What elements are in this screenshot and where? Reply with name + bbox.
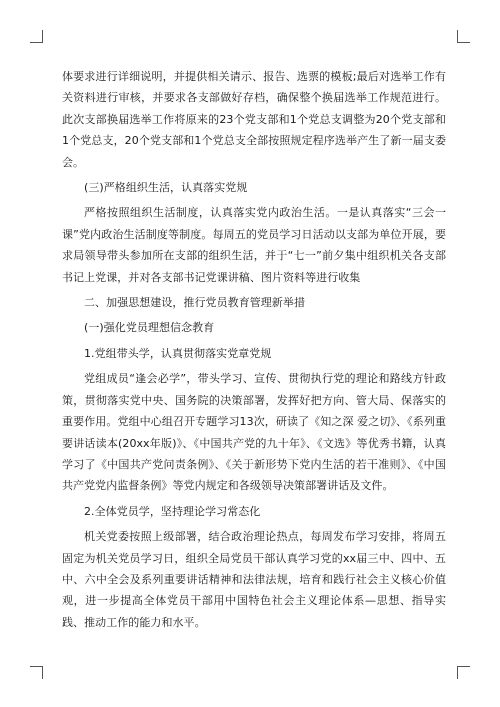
paragraph-organization-life: 严格按照组织生活制度，认真落实党内政治生活。一是认真落实“三会一课”党内政治生活制度等制度。每周五的党员学习日活动以支部为单位开展，要求局领导带头参加所在支部的组织生活，并于“七一”前夕集中组织机关各支部书记上党课，并对各支部书记党课讲稿、图片资料等进行收集 [62,206,446,284]
heading-ideological-building: 二、加强思想建设，推行党员教育管理新举措 [84,296,305,310]
paragraph-election-summary: 体要求进行详细说明，并提供相关请示、报告、选票的模板;最后对选举工作有关资料进行审核，并要求各支部做好存档，确保整个换届选举工作规范进行。此次支部换届选举工作将原来的23个党支部和1个党总支调整为20个党支部和1个党总支，20个党支部和1个党总支全部按照规定程序选举产生了新一届支委会。 [62,70,446,169]
heading-strict-organization-life: (三)严格组织生活，认真落实党规 [84,181,248,195]
crop-mark-bottom-left [30,666,43,679]
crop-mark-bottom-right [457,666,470,679]
paragraph-all-members-study: 机关党委按照上级部署，结合政治理论热点，每周发布学习安排，将周五固定为机关党员学习日，组织全局党员干部认真学习党的xx届三中、四中、五中、六中全会及系列重要讲话精神和法律法规，培育和践行社会主义核心价值观，进一步提高全体党员干部用中国特色社会主义理论体系—思想、指导实践、推动工作的能力和水平。 [62,530,446,629]
heading-all-members-study: 2.全体党员学，坚持理论学习常态化 [84,504,261,518]
heading-party-group-study: 1.党组带头学，认真贯彻落实党章党规 [84,346,272,360]
crop-mark-top-left [30,30,43,43]
document-body [62,66,446,637]
crop-mark-top-right [457,30,470,43]
paragraph-party-group-study: 党组成员“逢会必学”，带头学习、宣传、贯彻执行党的理论和路线方针政策，贯彻落实党中央、国务院的决策部署，发挥好把方向、管大局、保落实的重要作用。党组中心组召开专题学习13次，研读了《知之深 爱之切》、《系列重要讲话读本(20xx年版)》、《中国共产党的九十年》、《文选》等优秀书籍，认真学习了《中国共产党问责条例》、《关于新形势下党内生活的若干准则》、《中国共产党党内监督条例》等党内规定和各级领导决策部署讲话及文件。 [62,372,446,493]
heading-ideals-education: (一)强化党员理想信念教育 [84,321,215,335]
